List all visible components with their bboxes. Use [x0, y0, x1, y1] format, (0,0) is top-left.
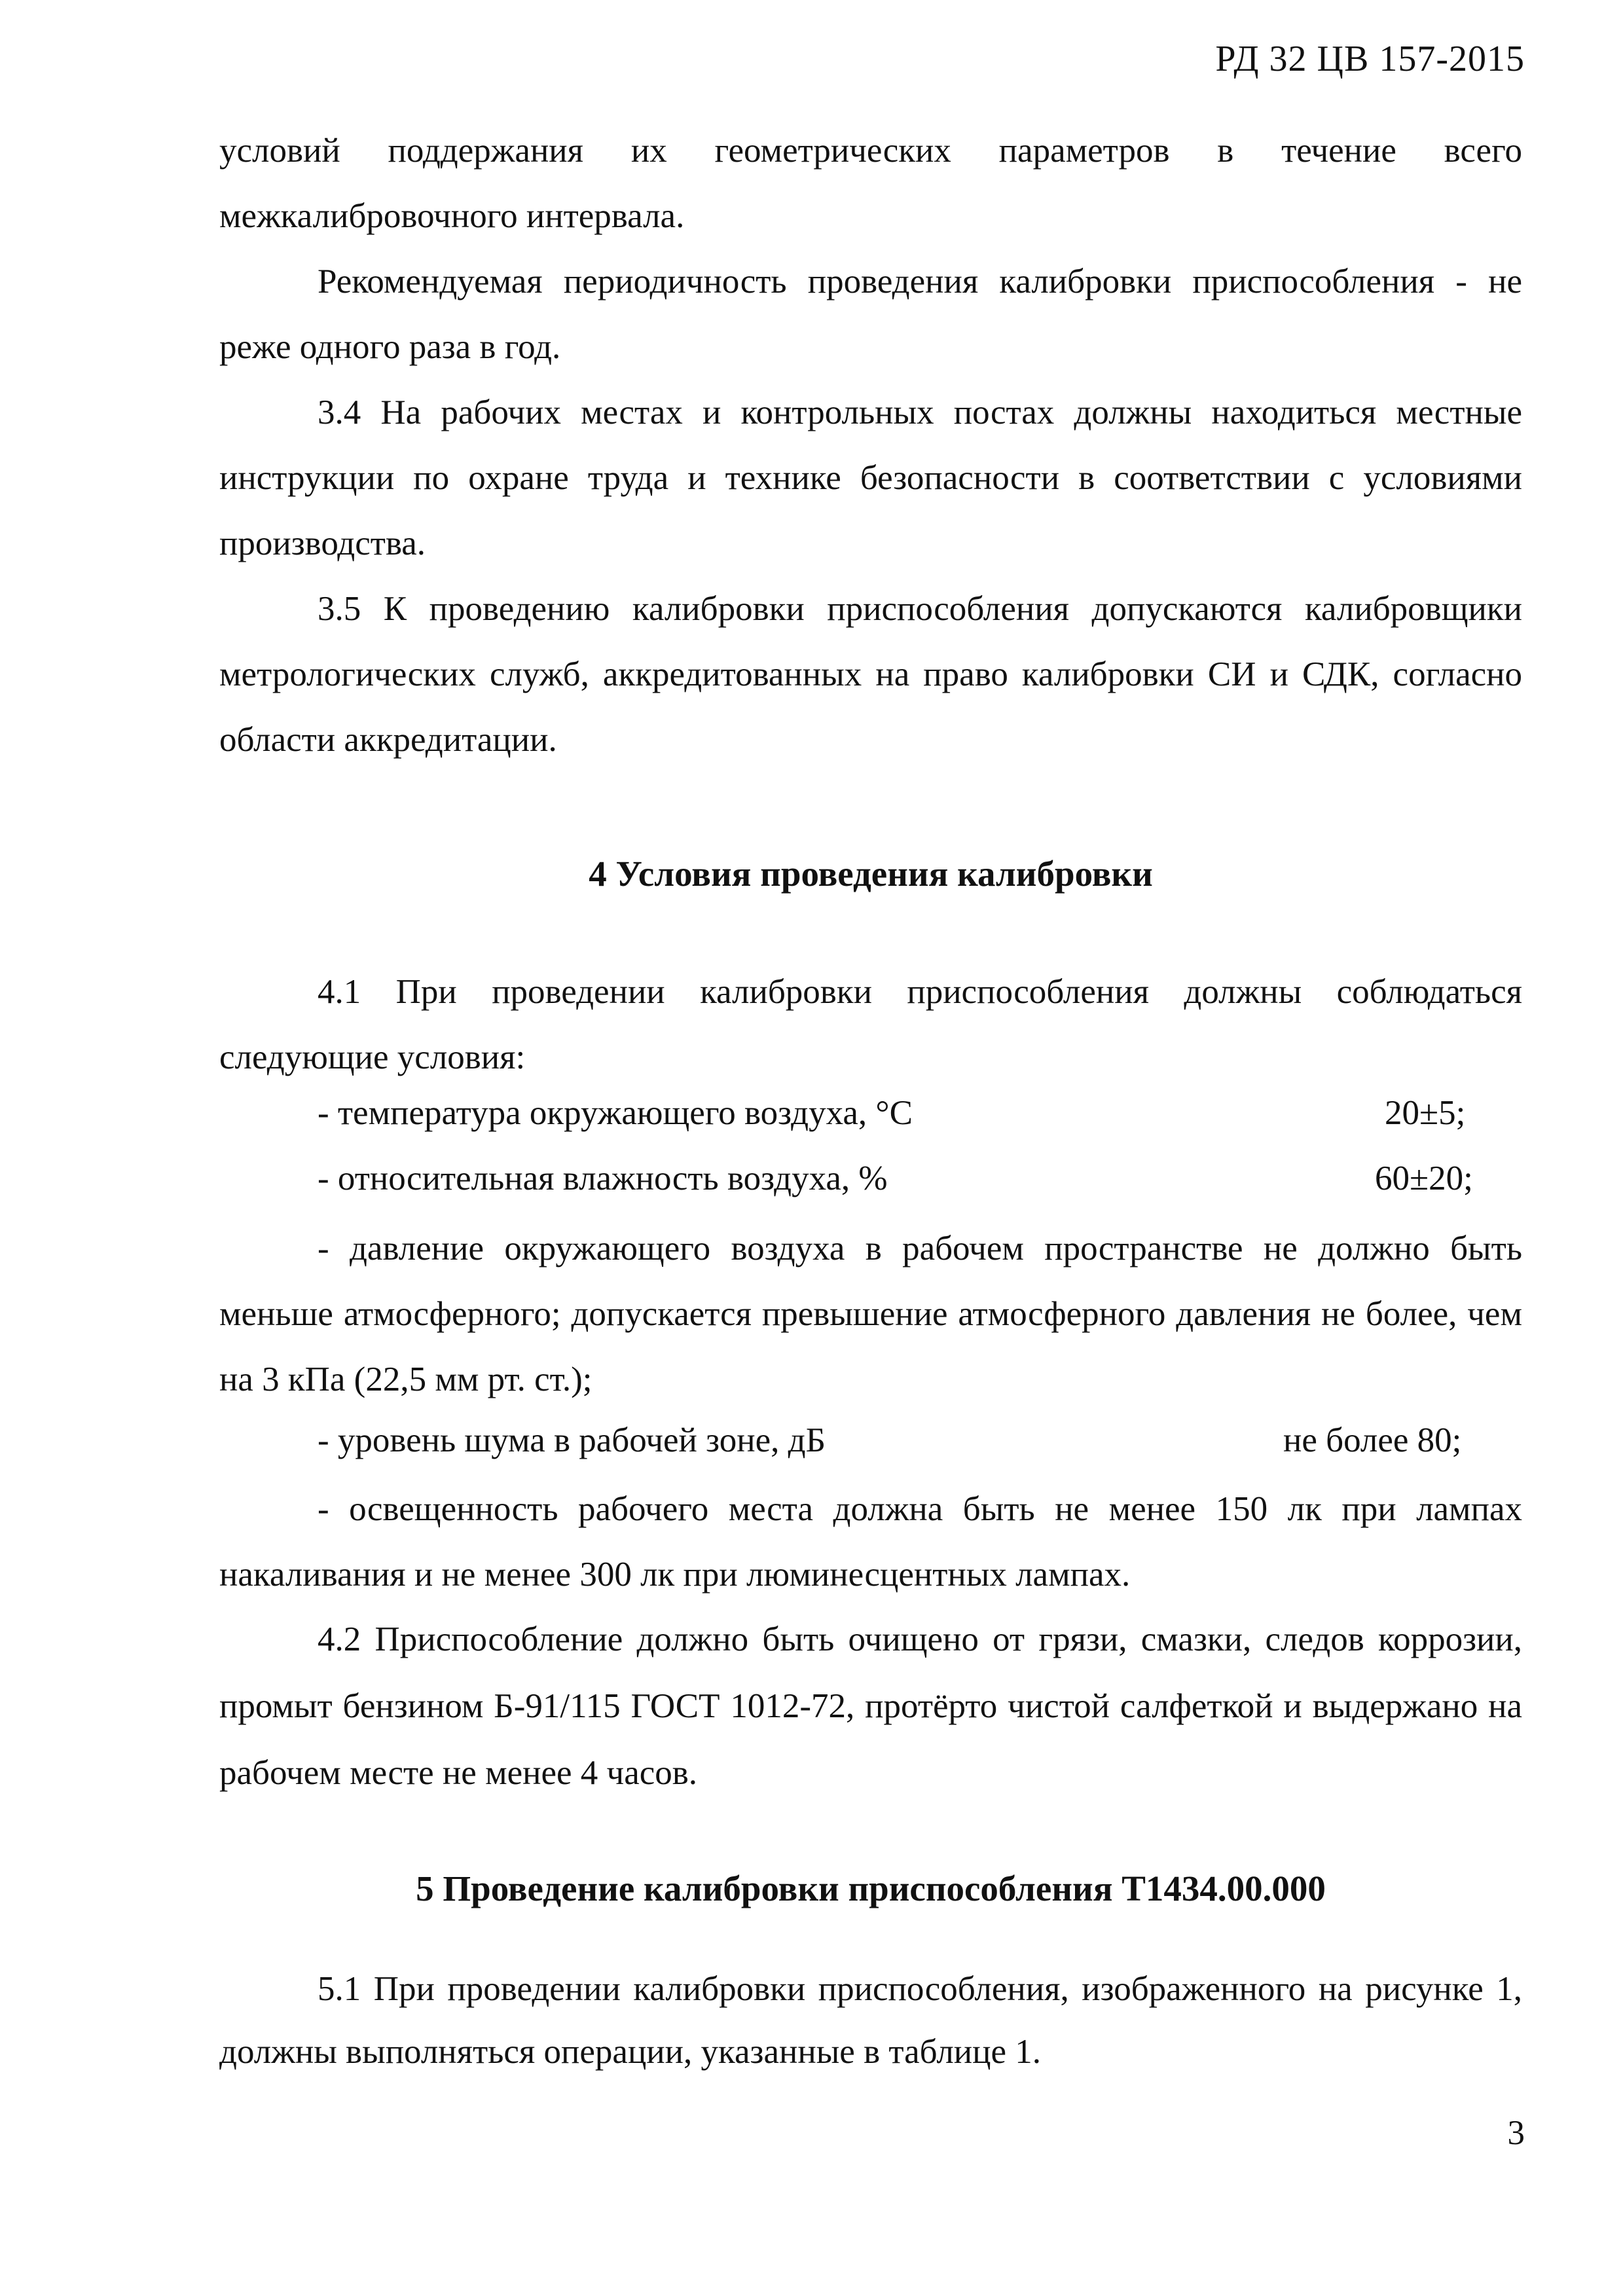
paragraph-5-1: 5.1 При проведении калибровки приспособления, изображенного на рисунке 1, должны выполняться операции, указанные в таблице 1. — [219, 1970, 1522, 2071]
paragraph-3-4: 3.4 На рабочих местах и контрольных постах должны находиться местные инструкции по охране труда и технике безопасности в соответствии с условиями производства. — [219, 393, 1522, 562]
paragraph-continuation: условий поддержания их геометрических параметров в течение всего межкалибровочного интервала. — [219, 132, 1522, 235]
section-4-heading: 4 Условия проведения калибровки — [589, 854, 1153, 894]
humidity-label: - относительная влажность воздуха, % — [318, 1159, 888, 1197]
section-5-heading: 5 Проведение калибровки приспособления Т1434.00.000 — [416, 1868, 1326, 1908]
temperature-label: - температура окружающего воздуха, °С — [318, 1094, 913, 1132]
condition-pressure: - давление окружающего воздуха в рабочем пространстве не должно быть меньше атмосферного; допускается превышение атмосферного давления не более, чем на 3 кПа (22,5 мм рт. ст.); — [219, 1230, 1522, 1398]
condition-noise — [318, 1417, 1522, 1463]
condition-humidity — [318, 1156, 1522, 1201]
condition-temperature — [318, 1090, 1522, 1136]
condition-lighting: - освещенность рабочего места должна быть не менее 150 лк при лампах накаливания и не менее 300 лк при люминесцентных лампах. — [219, 1490, 1522, 1594]
noise-value: не более 80; — [1283, 1421, 1462, 1459]
paragraph-4-1: 4.1 При проведении калибровки приспособления должны соблюдаться следующие условия: — [219, 973, 1522, 1076]
intro-continuation — [219, 118, 1522, 773]
humidity-value: 60±20; — [1375, 1159, 1473, 1197]
paragraph-3-5: 3.5 К проведению калибровки приспособления допускаются калибровщики метрологических служб, аккредитованных на право калибровки СИ и СДК, согласно области аккредитации. — [219, 590, 1522, 759]
paragraph-4-2: 4.2 Приспособление должно быть очищено от грязи, смазки, следов коррозии, промыт бензином Б-91/115 ГОСТ 1012-72, протёрто чистой салфеткой и выдержано на рабочем месте не менее 4 часов. — [219, 1620, 1522, 1792]
page-number: 3 — [1507, 2114, 1525, 2152]
document-code: РД 32 ЦВ 157-2015 — [1215, 39, 1525, 79]
paragraph-calibration-periodicity: Рекомендуемая периодичность проведения калибровки приспособления - не реже одного раза в год. — [219, 263, 1522, 366]
temperature-value: 20±5; — [1385, 1094, 1466, 1132]
noise-label: - уровень шума в рабочей зоне, дБ — [318, 1421, 826, 1459]
